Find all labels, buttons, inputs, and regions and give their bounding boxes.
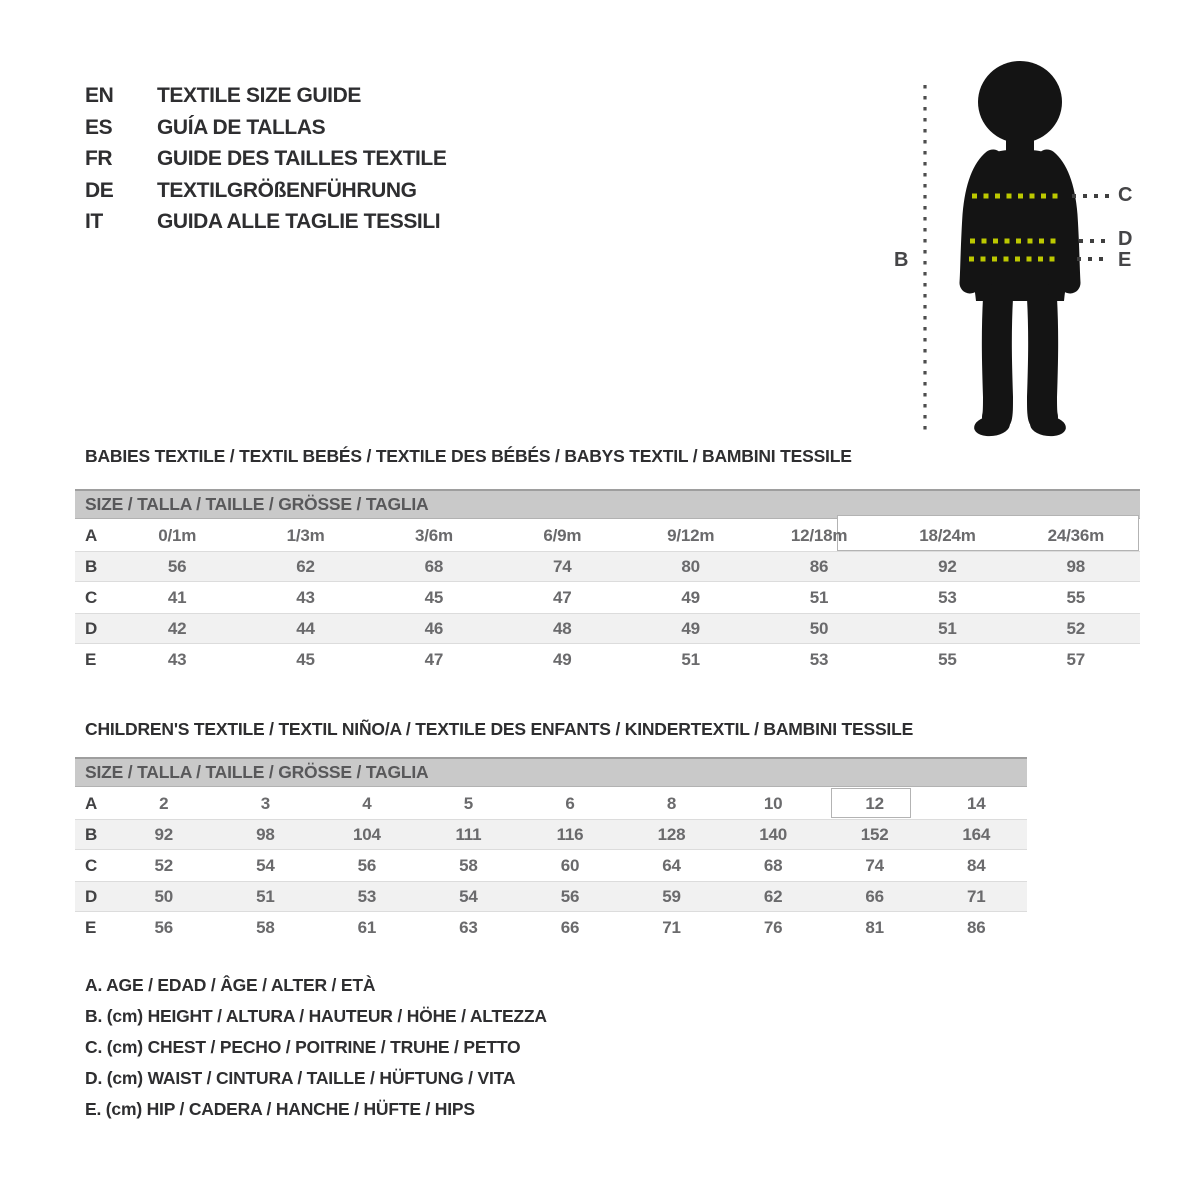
size-cell: 50 [809,619,829,638]
size-cell: 92 [154,825,174,844]
size-cell: 66 [865,887,884,906]
children-size-table [75,757,1027,943]
size-cell: 98 [1066,557,1086,576]
size-cell: 71 [662,918,681,937]
size-cell: 5 [463,794,474,813]
size-cell: 14 [966,794,986,813]
language-row-it [85,206,446,238]
size-cell: 74 [865,856,884,875]
legend-hip: E. (cm) HIP / CADERA / HANCHE / HÜFTE / HIPS [85,1099,475,1119]
size-cell: 55 [938,650,957,669]
size-cell: 51 [256,887,275,906]
table-row-c [75,850,1027,881]
size-cell: 6 [565,794,575,813]
size-cell: 62 [763,887,783,906]
size-cell: 3/6m [414,526,453,545]
size-cell: 10 [763,794,783,813]
hip-label: E [1118,249,1132,271]
row-label: E [85,918,97,937]
language-title: GUIDE DES TAILLES TEXTILE [157,147,447,171]
measurement-legend [85,970,547,1125]
legend-waist: D. (cm) WAIST / CINTURA / TAILLE / HÜFTUNG / VITA [85,1068,516,1088]
table-row-c [75,582,1140,613]
size-cell: 81 [865,918,884,937]
language-title: GUÍA DE TALLAS [157,115,326,139]
waist-label: D [1118,228,1133,250]
size-cell: 66 [560,918,580,937]
size-cell: 48 [553,619,572,638]
size-cell: 18/24m [919,526,976,545]
row-label: B [85,825,98,844]
size-cell: 47 [424,650,444,669]
size-cell: 54 [459,887,478,906]
size-cell: 68 [763,856,783,875]
language-row-es [85,112,446,144]
size-cell: 63 [459,918,478,937]
size-cell: 3 [260,794,270,813]
size-cell: 51 [681,650,700,669]
size-cell: 76 [763,918,783,937]
row-label: D [85,619,98,638]
size-cell: 164 [962,825,991,844]
legend-chest: C. (cm) CHEST / PECHO / POITRINE / TRUHE / PETTO [85,1037,521,1057]
size-cell: 64 [662,856,681,875]
size-cell: 57 [1066,650,1086,669]
size-cell: 46 [424,619,444,638]
size-cell: 24/36m [1047,526,1105,545]
table-row-b [75,819,1027,850]
size-cell: 53 [357,887,377,906]
size-cell: 84 [966,856,986,875]
size-cell: 8 [666,794,677,813]
language-row-de [85,175,446,207]
table-row-d [75,881,1027,912]
size-cell: 2 [159,794,169,813]
size-cell: 12/18m [790,526,848,545]
size-cell: 86 [966,918,986,937]
row-label: E [85,650,97,669]
language-code: DE [85,178,114,202]
size-cell: 41 [167,588,187,607]
language-row-fr [85,143,446,175]
size-cell: 92 [938,557,957,576]
size-cell: 56 [357,856,377,875]
language-title: TEXTILE SIZE GUIDE [157,84,361,107]
size-cell: 12 [865,794,884,813]
size-cell: 1/3m [286,526,325,545]
size-cell: 55 [1066,588,1086,607]
language-row-en [85,80,446,112]
size-cell: 49 [553,650,572,669]
size-cell: 56 [167,557,187,576]
chest-label: C [1118,184,1133,206]
row-label: A [85,794,98,813]
row-label: A [85,526,98,545]
size-cell: 51 [938,619,957,638]
size-cell: 86 [809,557,829,576]
size-cell: 56 [560,887,580,906]
size-cell: 52 [1066,619,1086,638]
babies-table-title: BABIES TEXTILE / TEXTIL BEBÉS / TEXTILE DES BÉBÉS / BABYS TEXTIL / BAMBINI TESSILE [85,446,852,466]
size-cell: 9/12m [667,526,715,545]
size-cell: 80 [681,557,700,576]
size-cell: 43 [167,650,187,669]
size-cell: 128 [657,825,686,844]
size-cell: 0/1m [158,526,197,545]
size-cell: 111 [455,825,482,844]
size-cell: 4 [362,794,372,813]
size-cell: 44 [296,619,315,638]
size-cell: 43 [296,588,315,607]
row-label: C [85,588,98,607]
table-row-d [75,613,1140,644]
size-cell: 140 [759,825,787,844]
language-title: TEXTILGRÖßENFÜHRUNG [157,178,417,202]
child-silhouette-icon [860,45,1160,445]
language-code: IT [85,210,103,234]
size-cell: 49 [681,588,700,607]
row-label: B [85,557,98,576]
table-row-e [75,644,1140,675]
legend-height: B. (cm) HEIGHT / ALTURA / HAUTEUR / HÖHE / ALTEZZA [85,1006,547,1026]
babies-size-table [75,489,1140,675]
table-row-e [75,912,1027,943]
language-code: ES [85,115,113,139]
size-cell: 53 [809,650,829,669]
size-cell: 61 [357,918,377,937]
row-label: D [85,887,98,906]
size-cell: 58 [256,918,275,937]
size-cell: 59 [662,887,681,906]
height-label: B [894,249,909,271]
size-cell: 56 [154,918,174,937]
legend-age: A. AGE / EDAD / ÂGE / ALTER / ETÀ [85,975,376,995]
table-row-a [75,520,1140,551]
language-list [85,80,446,238]
size-cell: 50 [154,887,174,906]
size-header-bar: SIZE / TALLA / TAILLE / GRÖSSE / TAGLIA [75,757,1027,787]
size-cell: 47 [553,588,572,607]
table-row-b [75,551,1140,582]
size-cell: 152 [860,825,889,844]
children-table-title: CHILDREN'S TEXTILE / TEXTIL NIÑO/A / TEXTILE DES ENFANTS / KINDERTEXTIL / BAMBINI TESSILE [85,719,914,739]
table-row-a [75,788,1027,819]
row-label: C [85,856,98,875]
size-cell: 42 [167,619,187,638]
size-cell: 71 [966,887,986,906]
size-cell: 104 [353,825,381,844]
size-cell: 45 [296,650,315,669]
size-cell: 68 [424,557,444,576]
size-cell: 51 [809,588,829,607]
size-cell: 98 [256,825,275,844]
size-cell: 60 [560,856,580,875]
size-cell: 54 [256,856,275,875]
size-cell: 49 [681,619,700,638]
size-cell: 6/9m [543,526,582,545]
size-cell: 53 [938,588,957,607]
language-code: EN [85,84,114,107]
size-cell: 116 [556,825,584,844]
size-cell: 62 [296,557,315,576]
size-cell: 52 [154,856,174,875]
size-cell: 45 [424,588,444,607]
size-header-bar: SIZE / TALLA / TAILLE / GRÖSSE / TAGLIA [75,489,1140,519]
language-code: FR [85,147,113,171]
language-title: GUIDA ALLE TAGLIE TESSILI [157,210,441,234]
size-cell: 74 [553,557,572,576]
size-cell: 58 [459,856,478,875]
